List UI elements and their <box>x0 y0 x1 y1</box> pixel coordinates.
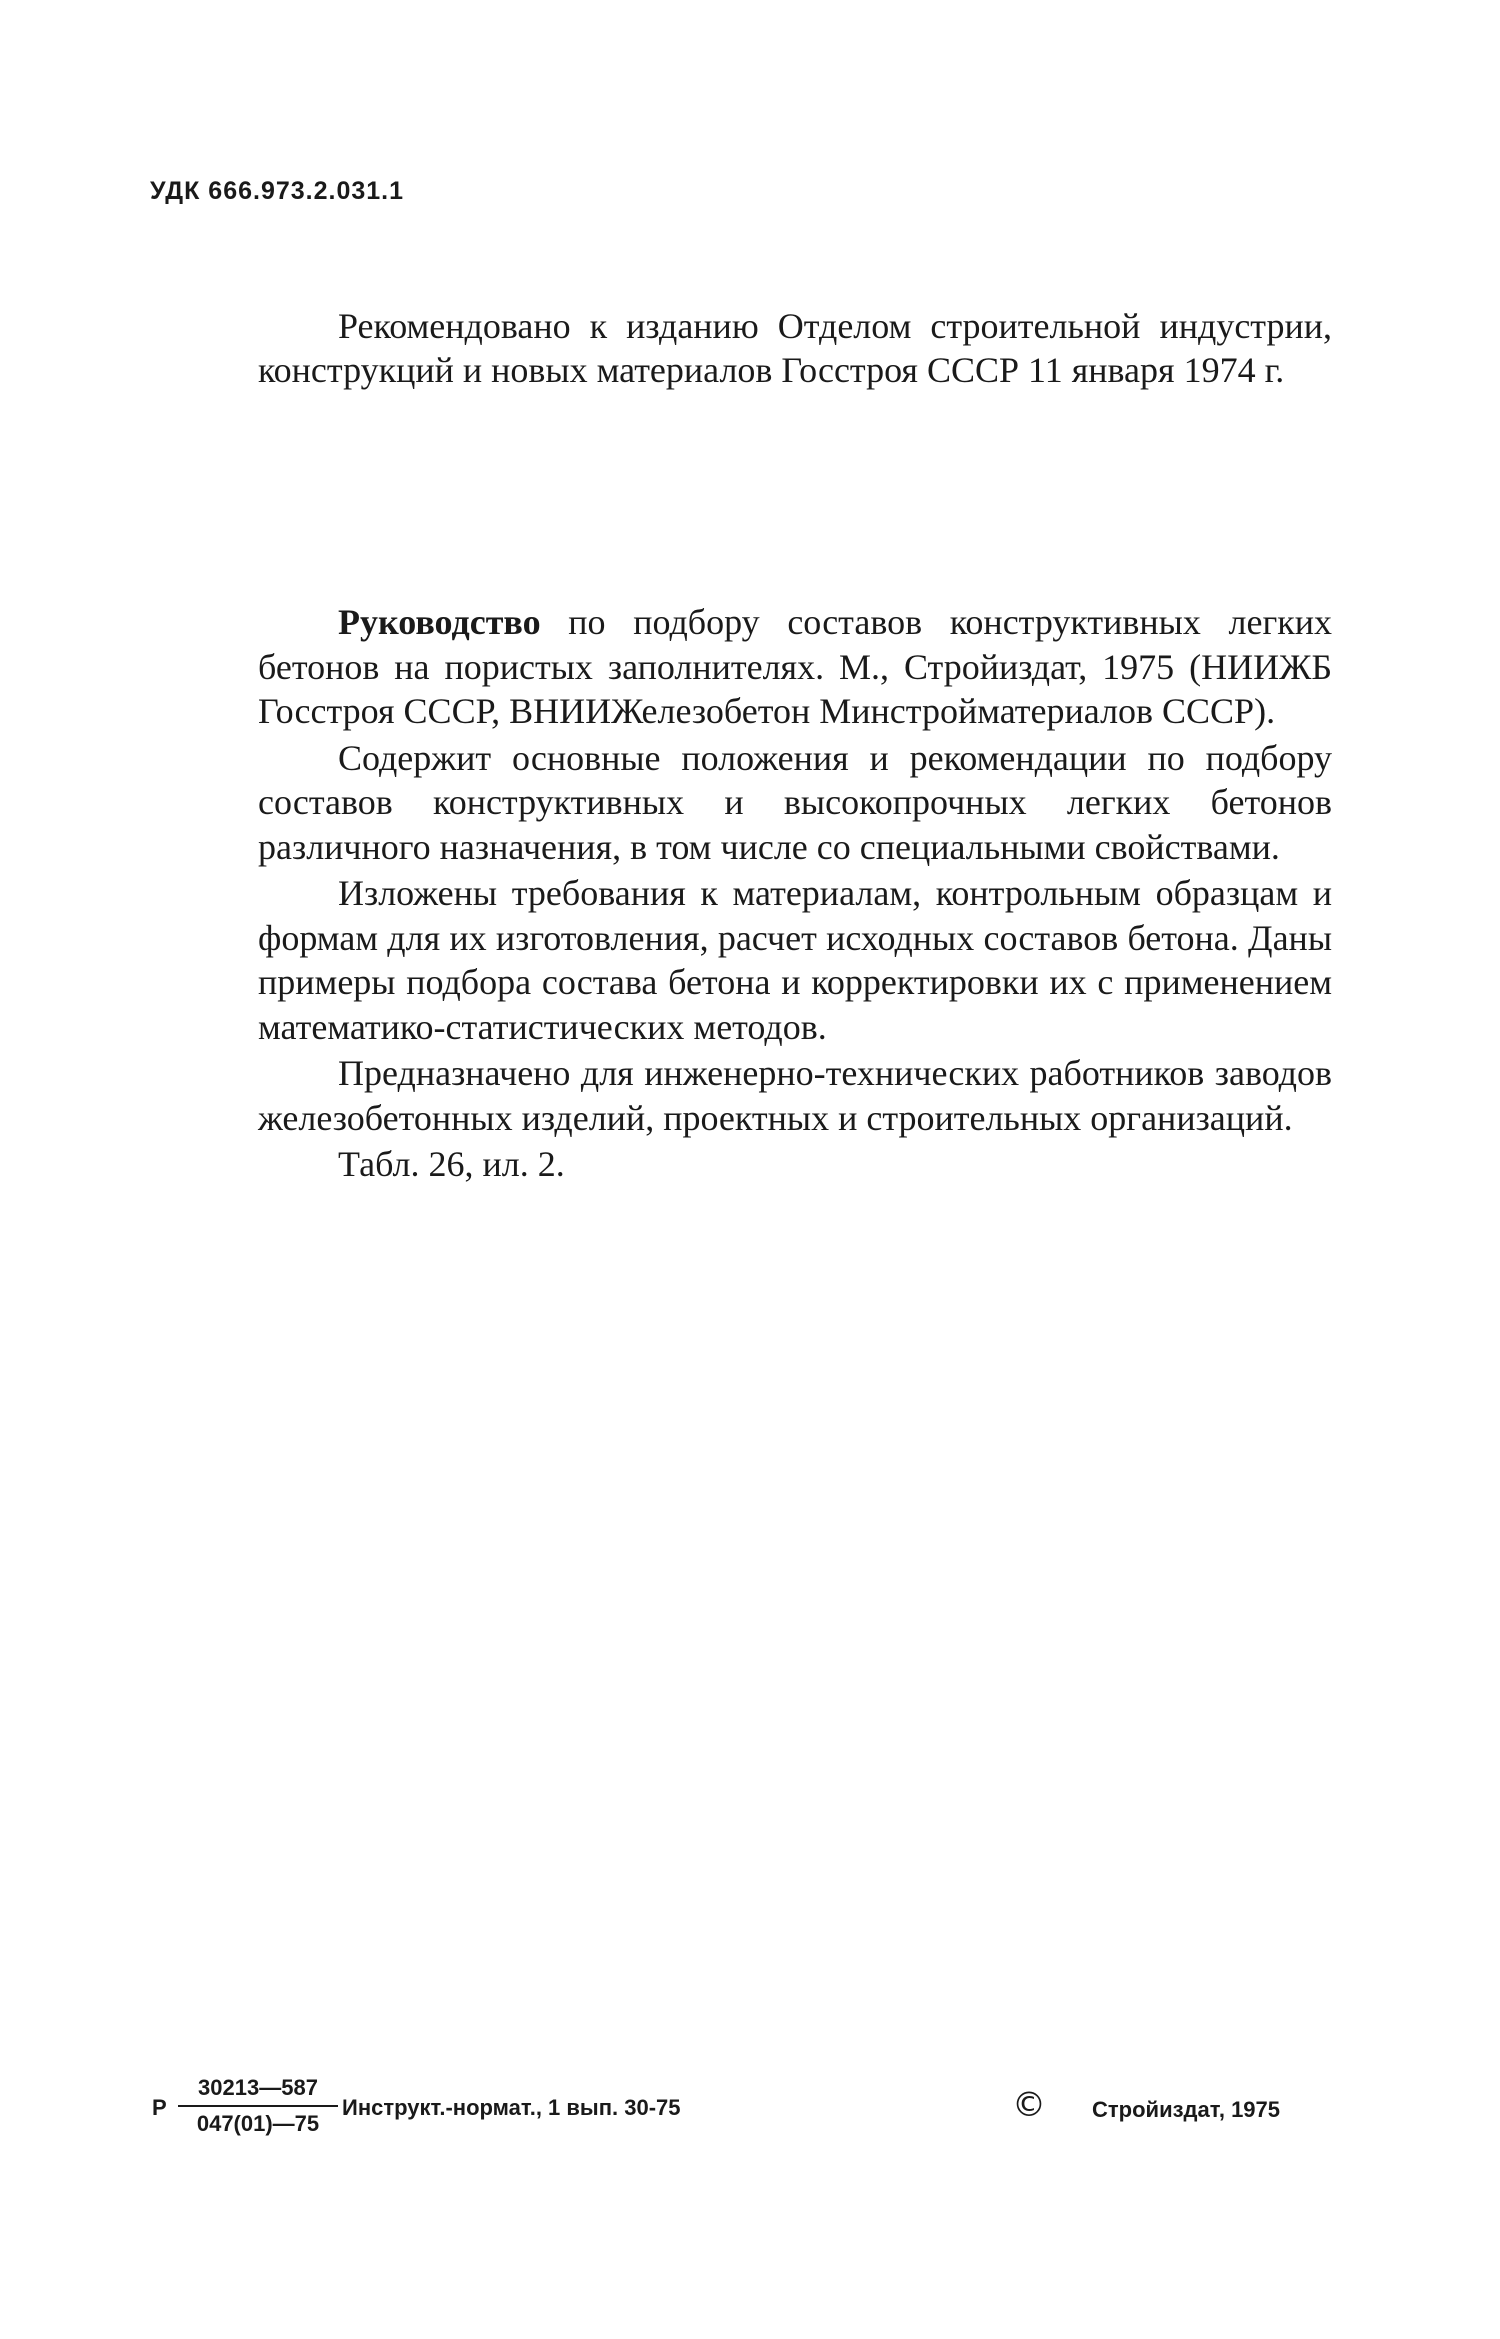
abstract-title: Руководство <box>338 602 541 642</box>
imprint-footer <box>150 2075 1340 2145</box>
fraction-numerator: 30213—587 <box>198 2075 318 2100</box>
abstract-citation-rest: по подбору составов конструктивных легких бетонов на пористых заполнителях. М., Стройиздат, 1975 (НИИЖБ Госстроя СССР, ВНИИЖелезобетон Минстройматериалов СССР). <box>258 602 1332 731</box>
abstract-citation <box>258 600 1332 734</box>
abstract-tables-count: Табл. 26, ил. 2. <box>338 1144 565 1184</box>
abstract-paragraph-audience: Предназначено для инженерно-технических работников заводов железобетонных изделий, проектных и строительных организаций. <box>258 1053 1332 1138</box>
instruction-issue: Инструкт.-нормат., 1 вып. 30-75 <box>342 2095 681 2120</box>
index-letter: Р <box>152 2095 167 2120</box>
publication-index-fraction <box>178 2075 338 2137</box>
approval-note: Рекомендовано к изданию Отделом строительной индустрии, конструкций и новых материалов Госстроя СССР 11 января 1974 г. <box>258 306 1332 390</box>
abstract-paragraph-contents: Содержит основные положения и рекомендации по подбору составов конструктивных и высокопрочных легких бетонов различного назначения, в том числе со специальными свойствами. <box>258 737 1332 867</box>
copyright-icon: © <box>1012 2085 1046 2125</box>
abstract <box>258 600 1332 1189</box>
publisher-copyright: Стройиздат, 1975 <box>1092 2097 1281 2122</box>
fraction-denominator: 047(01)—75 <box>196 2111 320 2136</box>
abstract-paragraph-requirements: Изложены требования к материалам, контрольным образцам и формам для их изготовления, расчет исходных составов бетона. Даны примеры подбора состава бетона и корректировки их с применением математико-статистических методов. <box>258 873 1332 1047</box>
udk-code: УДК 666.973.2.031.1 <box>150 177 405 205</box>
